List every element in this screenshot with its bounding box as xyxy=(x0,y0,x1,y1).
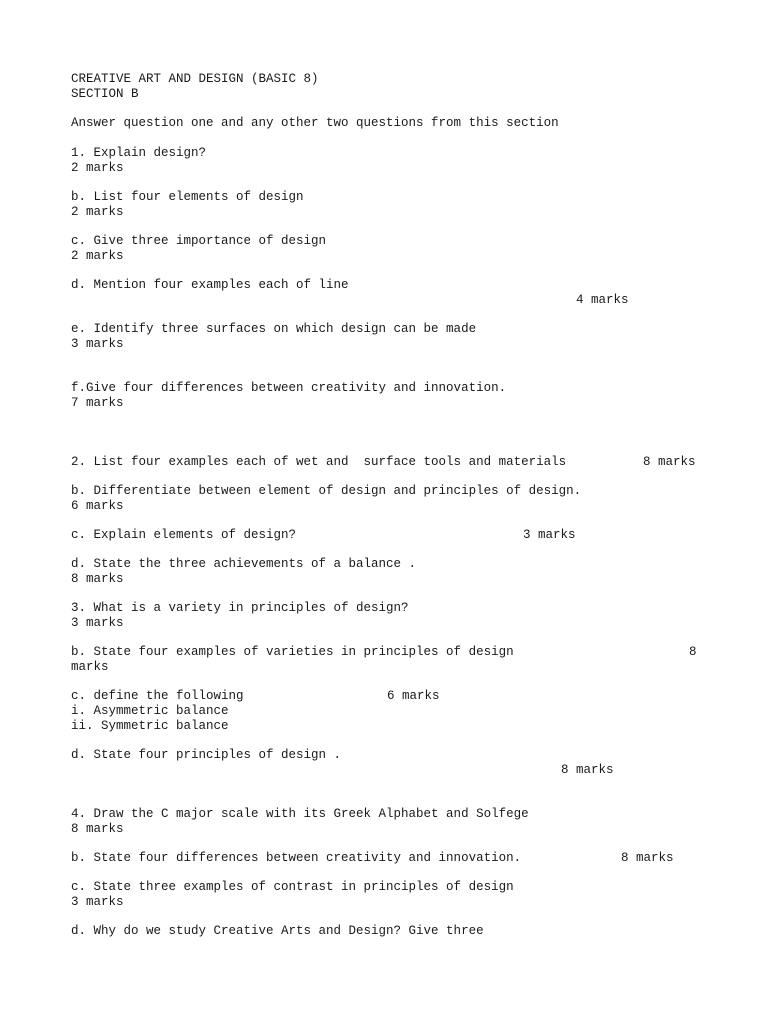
marks-3b-unit: marks xyxy=(71,660,109,674)
question-3b: b. State four examples of varieties in principles of design xyxy=(71,645,514,659)
marks-1f: 7 marks xyxy=(71,396,124,410)
question-1d: d. Mention four examples each of line xyxy=(71,278,349,292)
marks-1e: 3 marks xyxy=(71,337,124,351)
marks-3c: 6 marks xyxy=(387,689,440,703)
marks-1a: 2 marks xyxy=(71,161,124,175)
marks-2a: 8 marks xyxy=(643,455,696,469)
question-4d: d. Why do we study Creative Arts and Design? Give three xyxy=(71,924,484,938)
question-1b: b. List four elements of design xyxy=(71,190,304,204)
question-3c: c. define the following xyxy=(71,689,244,703)
marks-2b: 6 marks xyxy=(71,499,124,513)
marks-4a: 8 marks xyxy=(71,822,124,836)
question-1e: e. Identify three surfaces on which design can be made xyxy=(71,322,477,336)
marks-3a: 3 marks xyxy=(71,616,124,630)
question-2d: d. State the three achievements of a balance . xyxy=(71,557,417,571)
question-1f: f.Give four differences between creativity and innovation. xyxy=(71,381,507,395)
marks-1c: 2 marks xyxy=(71,249,124,263)
question-2b: b. Differentiate between element of design and principles of design. xyxy=(71,484,582,498)
marks-2d: 8 marks xyxy=(71,572,124,586)
question-1a: 1. Explain design? xyxy=(71,146,207,160)
marks-3d: 8 marks xyxy=(561,763,614,777)
question-2c: c. Explain elements of design? xyxy=(71,528,297,542)
marks-1b: 2 marks xyxy=(71,205,124,219)
question-3c-ii: ii. Symmetric balance xyxy=(71,719,229,733)
question-3a: 3. What is a variety in principles of design? xyxy=(71,601,409,615)
question-4b: b. State four differences between creativity and innovation. xyxy=(71,851,522,865)
document-title: CREATIVE ART AND DESIGN (BASIC 8) xyxy=(71,72,319,86)
marks-2c: 3 marks xyxy=(523,528,576,542)
marks-4b: 8 marks xyxy=(621,851,674,865)
marks-3b-number: 8 xyxy=(689,645,697,659)
question-3d: d. State four principles of design . xyxy=(71,748,342,762)
question-4a: 4. Draw the C major scale with its Greek Alphabet and Solfege xyxy=(71,807,529,821)
marks-4c: 3 marks xyxy=(71,895,124,909)
question-2a: 2. List four examples each of wet and surface tools and materials xyxy=(71,455,567,469)
section-label: SECTION B xyxy=(71,87,139,101)
marks-1d: 4 marks xyxy=(576,293,629,307)
question-4c: c. State three examples of contrast in principles of design xyxy=(71,880,514,894)
question-3c-i: i. Asymmetric balance xyxy=(71,704,229,718)
question-1c: c. Give three importance of design xyxy=(71,234,327,248)
instruction-text: Answer question one and any other two questions from this section xyxy=(71,116,559,130)
